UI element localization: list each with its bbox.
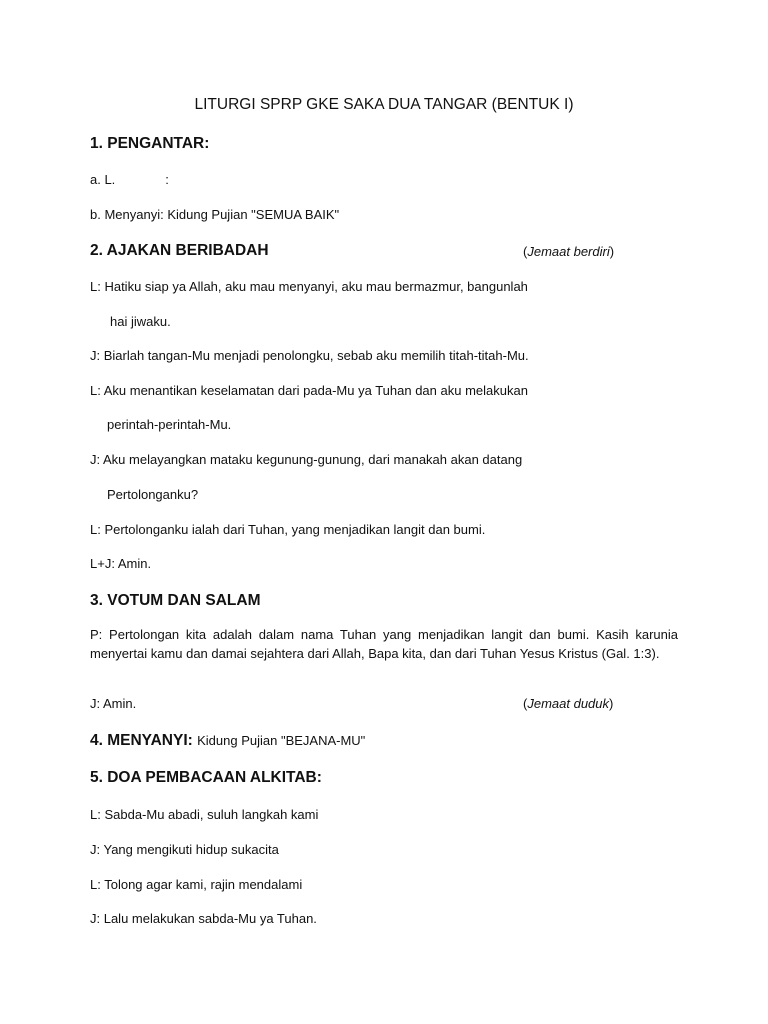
liturgy-line: L: Tolong agar kami, rajin mendalami: [90, 877, 303, 892]
liturgy-line: L: Pertolonganku ialah dari Tuhan, yang menjadikan langit dan bumi.: [90, 522, 486, 537]
note-jemaat-berdiri: [523, 244, 614, 260]
liturgy-line: perintah-perintah-Mu.: [107, 417, 232, 432]
note-close-paren: ): [609, 244, 615, 259]
line-a-colon: :: [165, 172, 169, 187]
note-open-paren: (: [523, 696, 528, 711]
liturgy-line: L: Sabda-Mu abadi, suluh langkah kami: [90, 807, 319, 822]
line-a-l: [90, 172, 169, 188]
document-title: LITURGI SPRP GKE SAKA DUA TANGAR (BENTUK I): [194, 96, 574, 113]
liturgy-line: J: Aku melayangkan mataku kegunung-gunung, dari manakah akan datang: [90, 452, 523, 467]
liturgy-line: J: Lalu melakukan sabda-Mu ya Tuhan.: [90, 911, 317, 926]
liturgy-line: L: Aku menantikan keselamatan dari pada-Mu ya Tuhan dan aku melakukan: [90, 383, 528, 398]
menyanyi-label: 4. MENYANYI:: [90, 732, 193, 749]
document-page: [90, 0, 678, 1024]
section-heading-ajakan-beribadah: 2. AJAKAN BERIBADAH: [90, 242, 269, 259]
liturgy-line: L: Hatiku siap ya Allah, aku mau menyanyi, aku mau bermazmur, bangunlah: [90, 279, 528, 294]
section-heading-pengantar: 1. PENGANTAR:: [90, 135, 210, 152]
votum-paragraph: P: Pertolongan kita adalah dalam nama Tuhan yang menjadikan langit dan bumi. Kasih karunia menyertai kamu dan damai sejahtera dari Allah, Bapa kita, dan dari Tuhan Yesus Kristus (Gal. 1:3).: [90, 627, 678, 661]
line-j-amin: J: Amin.: [90, 696, 137, 711]
liturgy-line: J: Yang mengikuti hidup sukacita: [90, 842, 279, 857]
note-text: Jemaat berdiri: [527, 244, 610, 259]
liturgy-line: hai jiwaku.: [110, 314, 171, 329]
liturgy-line: Pertolonganku?: [107, 487, 199, 502]
line-b-menyanyi: b. Menyanyi: Kidung Pujian "SEMUA BAIK": [90, 207, 340, 222]
menyanyi-song: Kidung Pujian "BEJANA-MU": [197, 733, 366, 748]
line-a-label: a. L.: [90, 172, 116, 187]
section-heading-votum-dan-salam: 3. VOTUM DAN SALAM: [90, 592, 261, 609]
section-heading-doa-pembacaan-alkitab: 5. DOA PEMBACAAN ALKITAB:: [90, 769, 322, 786]
liturgy-line: L+J: Amin.: [90, 556, 152, 571]
note-open-paren: (: [523, 244, 528, 259]
note-close-paren: ): [609, 696, 614, 711]
liturgy-line: J: Biarlah tangan-Mu menjadi penolongku, sebab aku memilih titah-titah-Mu.: [90, 348, 529, 363]
note-text: Jemaat duduk: [527, 696, 610, 711]
note-jemaat-duduk: [523, 696, 613, 712]
section-heading-menyanyi: [90, 732, 365, 750]
